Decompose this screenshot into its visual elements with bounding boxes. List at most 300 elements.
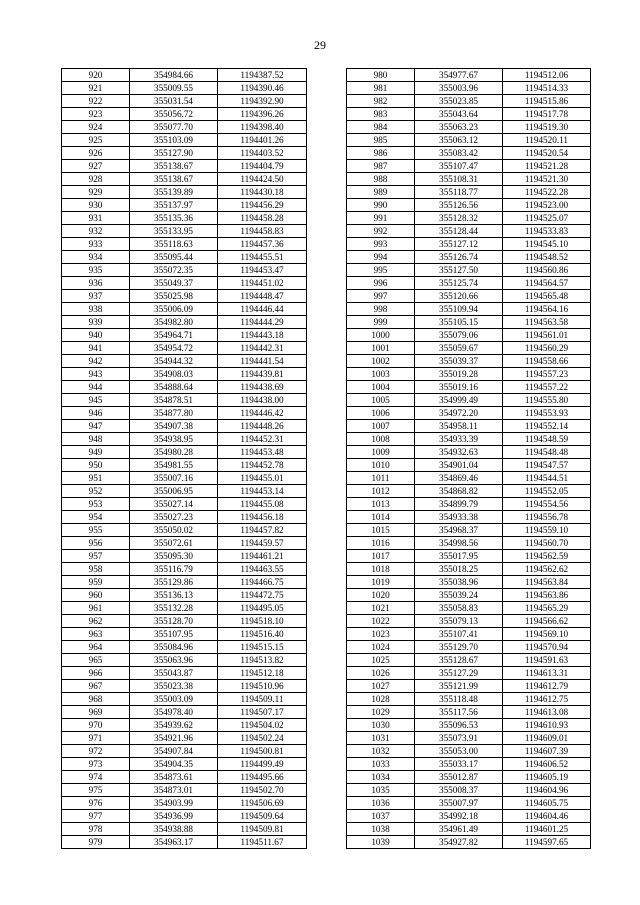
point-number-cell: 1023 <box>347 628 415 641</box>
point-number-cell: 962 <box>62 615 130 628</box>
x-coordinate-cell: 355127.12 <box>415 238 503 251</box>
y-coordinate-cell: 1194519.30 <box>503 121 591 134</box>
x-coordinate-cell: 355043.87 <box>130 667 218 680</box>
point-number-cell: 1015 <box>347 524 415 537</box>
x-coordinate-cell: 355139.89 <box>130 186 218 199</box>
table-row <box>347 69 591 82</box>
point-number-cell: 1027 <box>347 680 415 693</box>
y-coordinate-cell: 1194456.29 <box>218 199 307 212</box>
x-coordinate-cell: 354944.32 <box>130 355 218 368</box>
x-coordinate-cell: 354954.72 <box>130 342 218 355</box>
x-coordinate-cell: 354938.95 <box>130 433 218 446</box>
y-coordinate-cell: 1194557.22 <box>503 381 591 394</box>
y-coordinate-cell: 1194455.08 <box>218 498 307 511</box>
point-number-cell: 998 <box>347 303 415 316</box>
point-number-cell: 941 <box>62 342 130 355</box>
point-number-cell: 929 <box>62 186 130 199</box>
x-coordinate-cell: 355125.74 <box>415 277 503 290</box>
point-number-cell: 1021 <box>347 602 415 615</box>
x-coordinate-cell: 354888.64 <box>130 381 218 394</box>
x-coordinate-cell: 355003.96 <box>415 82 503 95</box>
x-coordinate-cell: 355006.09 <box>130 303 218 316</box>
x-coordinate-cell: 355027.14 <box>130 498 218 511</box>
y-coordinate-cell: 1194591.63 <box>503 654 591 667</box>
point-number-cell: 963 <box>62 628 130 641</box>
x-coordinate-cell: 355019.16 <box>415 381 503 394</box>
y-coordinate-cell: 1194565.29 <box>503 602 591 615</box>
y-coordinate-cell: 1194446.42 <box>218 407 307 420</box>
y-coordinate-cell: 1194558.66 <box>503 355 591 368</box>
point-number-cell: 999 <box>347 316 415 329</box>
table-row <box>62 836 307 849</box>
x-coordinate-cell: 355079.13 <box>415 615 503 628</box>
y-coordinate-cell: 1194441.54 <box>218 355 307 368</box>
table-row <box>347 784 591 797</box>
y-coordinate-cell: 1194459.57 <box>218 537 307 550</box>
y-coordinate-cell: 1194566.62 <box>503 615 591 628</box>
table-row <box>62 316 307 329</box>
point-number-cell: 1022 <box>347 615 415 628</box>
point-number-cell: 959 <box>62 576 130 589</box>
table-row <box>62 745 307 758</box>
table-row <box>347 212 591 225</box>
point-number-cell: 974 <box>62 771 130 784</box>
y-coordinate-cell: 1194463.55 <box>218 563 307 576</box>
y-coordinate-cell: 1194552.14 <box>503 420 591 433</box>
x-coordinate-cell: 355053.00 <box>415 745 503 758</box>
x-coordinate-cell: 354999.49 <box>415 394 503 407</box>
point-number-cell: 942 <box>62 355 130 368</box>
point-number-cell: 993 <box>347 238 415 251</box>
y-coordinate-cell: 1194560.70 <box>503 537 591 550</box>
x-coordinate-cell: 355072.35 <box>130 264 218 277</box>
table-row <box>347 160 591 173</box>
point-number-cell: 944 <box>62 381 130 394</box>
table-row <box>347 615 591 628</box>
table-row <box>62 550 307 563</box>
y-coordinate-cell: 1194548.52 <box>503 251 591 264</box>
table-row <box>62 667 307 680</box>
table-row <box>62 95 307 108</box>
point-number-cell: 984 <box>347 121 415 134</box>
table-row <box>347 498 591 511</box>
x-coordinate-cell: 354907.84 <box>130 745 218 758</box>
point-number-cell: 970 <box>62 719 130 732</box>
x-coordinate-cell: 354899.79 <box>415 498 503 511</box>
y-coordinate-cell: 1194610.93 <box>503 719 591 732</box>
x-coordinate-cell: 355103.09 <box>130 134 218 147</box>
table-row <box>62 485 307 498</box>
x-coordinate-cell: 355017.95 <box>415 550 503 563</box>
point-number-cell: 928 <box>62 173 130 186</box>
y-coordinate-cell: 1194495.05 <box>218 602 307 615</box>
point-number-cell: 966 <box>62 667 130 680</box>
y-coordinate-cell: 1194569.10 <box>503 628 591 641</box>
y-coordinate-cell: 1194564.16 <box>503 303 591 316</box>
x-coordinate-cell: 355129.70 <box>415 641 503 654</box>
y-coordinate-cell: 1194564.57 <box>503 277 591 290</box>
y-coordinate-cell: 1194453.47 <box>218 264 307 277</box>
table-row <box>62 238 307 251</box>
table-row <box>62 355 307 368</box>
y-coordinate-cell: 1194555.80 <box>503 394 591 407</box>
table-row <box>62 251 307 264</box>
table-row <box>347 680 591 693</box>
x-coordinate-cell: 355137.97 <box>130 199 218 212</box>
table-row <box>62 186 307 199</box>
table-row <box>62 290 307 303</box>
point-number-cell: 1001 <box>347 342 415 355</box>
x-coordinate-cell: 355031.54 <box>130 95 218 108</box>
page-number: 29 <box>314 38 326 52</box>
point-number-cell: 967 <box>62 680 130 693</box>
point-number-cell: 1028 <box>347 693 415 706</box>
table-row <box>347 693 591 706</box>
x-coordinate-cell: 355018.25 <box>415 563 503 576</box>
point-number-cell: 939 <box>62 316 130 329</box>
y-coordinate-cell: 1194446.44 <box>218 303 307 316</box>
y-coordinate-cell: 1194563.86 <box>503 589 591 602</box>
point-number-cell: 997 <box>347 290 415 303</box>
x-coordinate-cell: 355083.42 <box>415 147 503 160</box>
point-number-cell: 1004 <box>347 381 415 394</box>
x-coordinate-cell: 354982.80 <box>130 316 218 329</box>
table-row <box>62 602 307 615</box>
table-row <box>347 82 591 95</box>
table-row <box>347 537 591 550</box>
y-coordinate-cell: 1194606.52 <box>503 758 591 771</box>
y-coordinate-cell: 1194401.26 <box>218 134 307 147</box>
point-number-cell: 989 <box>347 186 415 199</box>
point-number-cell: 931 <box>62 212 130 225</box>
point-number-cell: 1009 <box>347 446 415 459</box>
x-coordinate-cell: 354907.38 <box>130 420 218 433</box>
table-row <box>62 212 307 225</box>
point-number-cell: 1032 <box>347 745 415 758</box>
point-number-cell: 1020 <box>347 589 415 602</box>
table-row <box>347 628 591 641</box>
point-number-cell: 973 <box>62 758 130 771</box>
y-coordinate-cell: 1194514.33 <box>503 82 591 95</box>
table-row <box>62 160 307 173</box>
x-coordinate-cell: 355126.56 <box>415 199 503 212</box>
table-row <box>62 329 307 342</box>
y-coordinate-cell: 1194390.46 <box>218 82 307 95</box>
table-row <box>62 173 307 186</box>
y-coordinate-cell: 1194548.48 <box>503 446 591 459</box>
x-coordinate-cell: 354978.40 <box>130 706 218 719</box>
x-coordinate-cell: 355027.23 <box>130 511 218 524</box>
point-number-cell: 965 <box>62 654 130 667</box>
point-number-cell: 1037 <box>347 810 415 823</box>
point-number-cell: 925 <box>62 134 130 147</box>
point-number-cell: 930 <box>62 199 130 212</box>
x-coordinate-cell: 355126.74 <box>415 251 503 264</box>
table-row <box>62 615 307 628</box>
y-coordinate-cell: 1194438.69 <box>218 381 307 394</box>
x-coordinate-cell: 354921.96 <box>130 732 218 745</box>
x-coordinate-cell: 355133.95 <box>130 225 218 238</box>
y-coordinate-cell: 1194458.83 <box>218 225 307 238</box>
y-coordinate-cell: 1194455.51 <box>218 251 307 264</box>
point-number-cell: 951 <box>62 472 130 485</box>
table-row <box>347 589 591 602</box>
y-coordinate-cell: 1194515.15 <box>218 641 307 654</box>
table-row <box>62 277 307 290</box>
y-coordinate-cell: 1194562.62 <box>503 563 591 576</box>
y-coordinate-cell: 1194521.28 <box>503 160 591 173</box>
y-coordinate-cell: 1194520.54 <box>503 147 591 160</box>
table-row <box>62 797 307 810</box>
table-row <box>347 563 591 576</box>
table-row <box>62 680 307 693</box>
x-coordinate-cell: 354933.39 <box>415 433 503 446</box>
y-coordinate-cell: 1194525.07 <box>503 212 591 225</box>
x-coordinate-cell: 354958.11 <box>415 420 503 433</box>
y-coordinate-cell: 1194443.18 <box>218 329 307 342</box>
point-number-cell: 923 <box>62 108 130 121</box>
table-row <box>62 199 307 212</box>
point-number-cell: 953 <box>62 498 130 511</box>
point-number-cell: 949 <box>62 446 130 459</box>
point-number-cell: 1012 <box>347 485 415 498</box>
table-row <box>62 719 307 732</box>
x-coordinate-cell: 355003.09 <box>130 693 218 706</box>
x-coordinate-cell: 355138.67 <box>130 173 218 186</box>
table-row <box>62 706 307 719</box>
table-row <box>62 108 307 121</box>
table-row <box>62 628 307 641</box>
table-row <box>347 823 591 836</box>
table-row <box>347 576 591 589</box>
x-coordinate-cell: 355109.94 <box>415 303 503 316</box>
table-row <box>62 420 307 433</box>
y-coordinate-cell: 1194438.00 <box>218 394 307 407</box>
table-row <box>347 290 591 303</box>
point-number-cell: 1025 <box>347 654 415 667</box>
y-coordinate-cell: 1194458.28 <box>218 212 307 225</box>
point-number-cell: 1031 <box>347 732 415 745</box>
point-number-cell: 1034 <box>347 771 415 784</box>
y-coordinate-cell: 1194511.67 <box>218 836 307 849</box>
table-row <box>347 719 591 732</box>
y-coordinate-cell: 1194444.29 <box>218 316 307 329</box>
y-coordinate-cell: 1194605.75 <box>503 797 591 810</box>
x-coordinate-cell: 354901.04 <box>415 459 503 472</box>
x-coordinate-cell: 355132.28 <box>130 602 218 615</box>
x-coordinate-cell: 354963.17 <box>130 836 218 849</box>
table-row <box>62 511 307 524</box>
y-coordinate-cell: 1194457.36 <box>218 238 307 251</box>
x-coordinate-cell: 355063.96 <box>130 654 218 667</box>
table-row <box>347 758 591 771</box>
x-coordinate-cell: 355063.12 <box>415 134 503 147</box>
x-coordinate-cell: 355007.16 <box>130 472 218 485</box>
table-row <box>347 381 591 394</box>
y-coordinate-cell: 1194520.11 <box>503 134 591 147</box>
table-row <box>347 199 591 212</box>
table-row <box>62 576 307 589</box>
x-coordinate-cell: 355128.32 <box>415 212 503 225</box>
y-coordinate-cell: 1194521.30 <box>503 173 591 186</box>
table-row <box>347 550 591 563</box>
table-row <box>62 69 307 82</box>
x-coordinate-cell: 355107.47 <box>415 160 503 173</box>
x-coordinate-cell: 355138.67 <box>130 160 218 173</box>
x-coordinate-cell: 354908.03 <box>130 368 218 381</box>
point-number-cell: 1030 <box>347 719 415 732</box>
table-row <box>347 238 591 251</box>
y-coordinate-cell: 1194561.01 <box>503 329 591 342</box>
y-coordinate-cell: 1194392.90 <box>218 95 307 108</box>
point-number-cell: 960 <box>62 589 130 602</box>
y-coordinate-cell: 1194554.56 <box>503 498 591 511</box>
x-coordinate-cell: 355023.38 <box>130 680 218 693</box>
x-coordinate-cell: 355127.90 <box>130 147 218 160</box>
y-coordinate-cell: 1194509.64 <box>218 810 307 823</box>
point-number-cell: 1017 <box>347 550 415 563</box>
point-number-cell: 961 <box>62 602 130 615</box>
point-number-cell: 938 <box>62 303 130 316</box>
table-row <box>62 446 307 459</box>
table-row <box>62 771 307 784</box>
y-coordinate-cell: 1194509.81 <box>218 823 307 836</box>
table-row <box>62 732 307 745</box>
y-coordinate-cell: 1194424.50 <box>218 173 307 186</box>
point-number-cell: 975 <box>62 784 130 797</box>
table-row <box>347 147 591 160</box>
y-coordinate-cell: 1194533.83 <box>503 225 591 238</box>
point-number-cell: 976 <box>62 797 130 810</box>
point-number-cell: 977 <box>62 810 130 823</box>
point-number-cell: 934 <box>62 251 130 264</box>
table-row <box>347 368 591 381</box>
table-row <box>347 745 591 758</box>
table-row <box>62 394 307 407</box>
x-coordinate-cell: 354984.66 <box>130 69 218 82</box>
x-coordinate-cell: 355128.44 <box>415 225 503 238</box>
x-coordinate-cell: 355072.61 <box>130 537 218 550</box>
point-number-cell: 943 <box>62 368 130 381</box>
x-coordinate-cell: 354964.71 <box>130 329 218 342</box>
y-coordinate-cell: 1194448.47 <box>218 290 307 303</box>
y-coordinate-cell: 1194601.25 <box>503 823 591 836</box>
table-row <box>347 121 591 134</box>
table-row <box>347 277 591 290</box>
point-number-cell: 1006 <box>347 407 415 420</box>
point-number-cell: 992 <box>347 225 415 238</box>
y-coordinate-cell: 1194509.11 <box>218 693 307 706</box>
table-row <box>62 784 307 797</box>
coordinates-table-right <box>346 68 591 849</box>
x-coordinate-cell: 355105.15 <box>415 316 503 329</box>
table-row <box>62 524 307 537</box>
point-number-cell: 940 <box>62 329 130 342</box>
y-coordinate-cell: 1194453.14 <box>218 485 307 498</box>
y-coordinate-cell: 1194544.51 <box>503 472 591 485</box>
point-number-cell: 937 <box>62 290 130 303</box>
y-coordinate-cell: 1194553.93 <box>503 407 591 420</box>
point-number-cell: 920 <box>62 69 130 82</box>
point-number-cell: 933 <box>62 238 130 251</box>
x-coordinate-cell: 354992.18 <box>415 810 503 823</box>
x-coordinate-cell: 354877.80 <box>130 407 218 420</box>
x-coordinate-cell: 355107.41 <box>415 628 503 641</box>
y-coordinate-cell: 1194518.10 <box>218 615 307 628</box>
table-row <box>62 368 307 381</box>
table-row <box>347 641 591 654</box>
x-coordinate-cell: 355127.29 <box>415 667 503 680</box>
y-coordinate-cell: 1194506.69 <box>218 797 307 810</box>
table-row <box>347 186 591 199</box>
point-number-cell: 1018 <box>347 563 415 576</box>
table-row <box>347 329 591 342</box>
x-coordinate-cell: 355127.50 <box>415 264 503 277</box>
table-row <box>62 641 307 654</box>
table-row <box>62 433 307 446</box>
y-coordinate-cell: 1194557.23 <box>503 368 591 381</box>
table-row <box>347 797 591 810</box>
x-coordinate-cell: 355033.17 <box>415 758 503 771</box>
table-row <box>347 446 591 459</box>
x-coordinate-cell: 355039.24 <box>415 589 503 602</box>
x-coordinate-cell: 355058.83 <box>415 602 503 615</box>
point-number-cell: 1000 <box>347 329 415 342</box>
point-number-cell: 994 <box>347 251 415 264</box>
x-coordinate-cell: 354939.62 <box>130 719 218 732</box>
y-coordinate-cell: 1194403.52 <box>218 147 307 160</box>
table-row <box>347 420 591 433</box>
x-coordinate-cell: 355084.96 <box>130 641 218 654</box>
point-number-cell: 945 <box>62 394 130 407</box>
y-coordinate-cell: 1194430.18 <box>218 186 307 199</box>
x-coordinate-cell: 354869.46 <box>415 472 503 485</box>
point-number-cell: 946 <box>62 407 130 420</box>
table-row <box>347 225 591 238</box>
y-coordinate-cell: 1194522.28 <box>503 186 591 199</box>
y-coordinate-cell: 1194560.29 <box>503 342 591 355</box>
y-coordinate-cell: 1194455.01 <box>218 472 307 485</box>
table-row <box>347 524 591 537</box>
point-number-cell: 1014 <box>347 511 415 524</box>
x-coordinate-cell: 354968.37 <box>415 524 503 537</box>
point-number-cell: 964 <box>62 641 130 654</box>
x-coordinate-cell: 355118.77 <box>415 186 503 199</box>
table-row <box>62 537 307 550</box>
table-row <box>347 394 591 407</box>
y-coordinate-cell: 1194512.18 <box>218 667 307 680</box>
x-coordinate-cell: 355107.95 <box>130 628 218 641</box>
y-coordinate-cell: 1194563.58 <box>503 316 591 329</box>
x-coordinate-cell: 354936.99 <box>130 810 218 823</box>
y-coordinate-cell: 1194495.66 <box>218 771 307 784</box>
x-coordinate-cell: 355006.95 <box>130 485 218 498</box>
point-number-cell: 1024 <box>347 641 415 654</box>
point-number-cell: 947 <box>62 420 130 433</box>
point-number-cell: 924 <box>62 121 130 134</box>
y-coordinate-cell: 1194604.46 <box>503 810 591 823</box>
table-row <box>62 342 307 355</box>
x-coordinate-cell: 354980.28 <box>130 446 218 459</box>
point-number-cell: 955 <box>62 524 130 537</box>
table-row <box>347 732 591 745</box>
table-row <box>62 147 307 160</box>
x-coordinate-cell: 355008.37 <box>415 784 503 797</box>
y-coordinate-cell: 1194504.02 <box>218 719 307 732</box>
table-row <box>347 303 591 316</box>
table-row <box>347 485 591 498</box>
table-row <box>347 771 591 784</box>
